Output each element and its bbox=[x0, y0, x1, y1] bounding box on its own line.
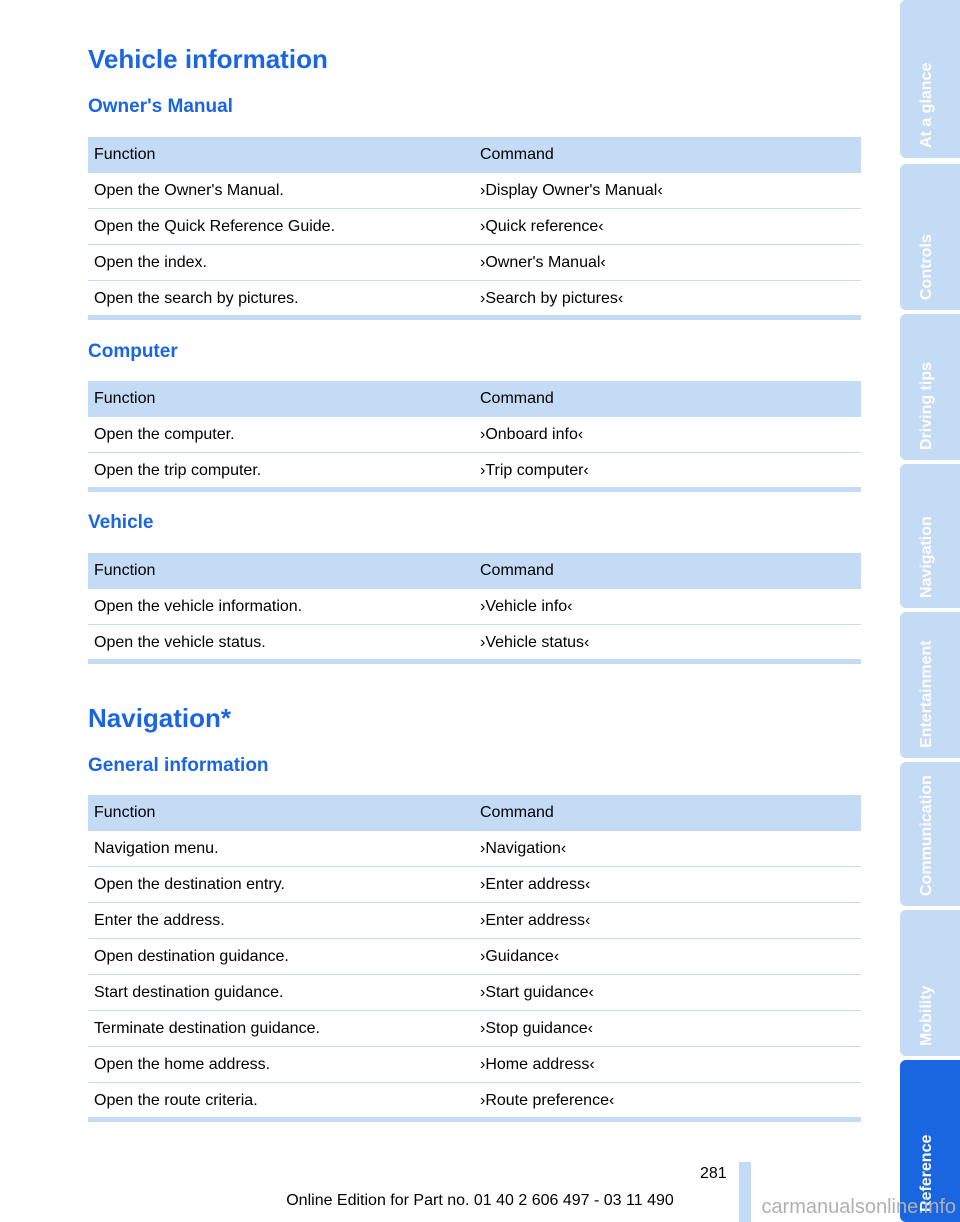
function-cell: Open the search by pictures. bbox=[88, 281, 474, 317]
tab-mobility[interactable] bbox=[900, 910, 960, 1056]
tab-label: At a glance bbox=[918, 62, 935, 148]
table-row bbox=[88, 245, 861, 281]
column-header-function: Function bbox=[88, 553, 474, 589]
table-end-rule bbox=[88, 315, 861, 320]
column-header-command: Command bbox=[474, 553, 861, 589]
table-end-rule bbox=[88, 1117, 861, 1122]
function-cell: Terminate destination guidance. bbox=[88, 1011, 474, 1047]
section-title-general-information: General information bbox=[88, 755, 269, 776]
function-cell: Open the trip computer. bbox=[88, 453, 474, 489]
vehicle-table bbox=[88, 553, 861, 661]
tab-at-a-glance[interactable] bbox=[900, 0, 960, 158]
function-cell: Open the destination entry. bbox=[88, 867, 474, 903]
command-cell: ›Onboard info‹ bbox=[474, 417, 861, 453]
table-row bbox=[88, 417, 861, 453]
table-row bbox=[88, 173, 861, 209]
page-number: 281 bbox=[700, 1165, 727, 1182]
tab-label: Entertainment bbox=[918, 640, 935, 748]
tab-label: Communication bbox=[918, 775, 935, 896]
tab-communication[interactable] bbox=[900, 762, 960, 906]
command-cell: ›Search by pictures‹ bbox=[474, 281, 861, 317]
command-cell: ›Quick reference‹ bbox=[474, 209, 861, 245]
section-title-owners-manual: Owner's Manual bbox=[88, 96, 233, 117]
table-row bbox=[88, 589, 861, 625]
table-header-row bbox=[88, 381, 861, 417]
table-row bbox=[88, 1011, 861, 1047]
table-end-rule bbox=[88, 487, 861, 492]
command-cell: ›Start guidance‹ bbox=[474, 975, 861, 1011]
function-cell: Open the Quick Reference Guide. bbox=[88, 209, 474, 245]
tab-entertainment[interactable] bbox=[900, 612, 960, 758]
section-title-vehicle: Vehicle bbox=[88, 512, 154, 533]
command-cell: ›Guidance‹ bbox=[474, 939, 861, 975]
tab-label: Reference bbox=[918, 1134, 935, 1212]
page-title: Vehicle information bbox=[88, 44, 328, 74]
command-cell: ›Vehicle info‹ bbox=[474, 589, 861, 625]
navigation-title: Navigation* bbox=[88, 703, 232, 733]
function-cell: Open the route criteria. bbox=[88, 1083, 474, 1119]
table-row bbox=[88, 831, 861, 867]
general-information-table bbox=[88, 795, 861, 1119]
command-cell: ›Home address‹ bbox=[474, 1047, 861, 1083]
column-header-function: Function bbox=[88, 381, 474, 417]
watermark: carmanualsonline.info bbox=[761, 1196, 956, 1218]
tab-navigation[interactable] bbox=[900, 464, 960, 608]
function-cell: Open the vehicle information. bbox=[88, 589, 474, 625]
table-header-row bbox=[88, 137, 861, 173]
table-row bbox=[88, 281, 861, 317]
owners-manual-table bbox=[88, 137, 861, 317]
function-cell: Open the Owner's Manual. bbox=[88, 173, 474, 209]
table-row bbox=[88, 1047, 861, 1083]
table-row bbox=[88, 867, 861, 903]
command-cell: ›Enter address‹ bbox=[474, 867, 861, 903]
tab-controls[interactable] bbox=[900, 164, 960, 310]
function-cell: Start destination guidance. bbox=[88, 975, 474, 1011]
table-row bbox=[88, 1083, 861, 1119]
function-cell: Open the computer. bbox=[88, 417, 474, 453]
function-cell: Navigation menu. bbox=[88, 831, 474, 867]
function-cell: Open the vehicle status. bbox=[88, 625, 474, 661]
tab-label: Mobility bbox=[918, 985, 935, 1046]
table-row bbox=[88, 625, 861, 661]
table-row bbox=[88, 453, 861, 489]
column-header-command: Command bbox=[474, 137, 861, 173]
function-cell: Open the home address. bbox=[88, 1047, 474, 1083]
command-cell: ›Stop guidance‹ bbox=[474, 1011, 861, 1047]
tab-label: Navigation bbox=[918, 516, 935, 598]
tab-driving-tips[interactable] bbox=[900, 314, 960, 460]
section-title-computer: Computer bbox=[88, 341, 178, 362]
function-cell: Open the index. bbox=[88, 245, 474, 281]
tab-label: Controls bbox=[918, 234, 935, 300]
command-cell: ›Navigation‹ bbox=[474, 831, 861, 867]
command-cell: ›Enter address‹ bbox=[474, 903, 861, 939]
table-end-rule bbox=[88, 659, 861, 664]
function-cell: Enter the address. bbox=[88, 903, 474, 939]
table-row bbox=[88, 209, 861, 245]
function-cell: Open destination guidance. bbox=[88, 939, 474, 975]
command-cell: ›Owner's Manual‹ bbox=[474, 245, 861, 281]
footer-text: Online Edition for Part no. 01 40 2 606 497 - 03 11 490 bbox=[286, 1192, 674, 1209]
command-cell: ›Route preference‹ bbox=[474, 1083, 861, 1119]
table-row bbox=[88, 903, 861, 939]
table-header-row bbox=[88, 795, 861, 831]
column-header-command: Command bbox=[474, 795, 861, 831]
chapter-tabs bbox=[900, 0, 960, 1222]
tab-label: Driving tips bbox=[918, 361, 935, 450]
table-row bbox=[88, 939, 861, 975]
column-header-command: Command bbox=[474, 381, 861, 417]
table-row bbox=[88, 975, 861, 1011]
command-cell: ›Display Owner's Manual‹ bbox=[474, 173, 861, 209]
table-header-row bbox=[88, 553, 861, 589]
command-cell: ›Vehicle status‹ bbox=[474, 625, 861, 661]
computer-table bbox=[88, 381, 861, 489]
command-cell: ›Trip computer‹ bbox=[474, 453, 861, 489]
column-header-function: Function bbox=[88, 137, 474, 173]
column-header-function: Function bbox=[88, 795, 474, 831]
